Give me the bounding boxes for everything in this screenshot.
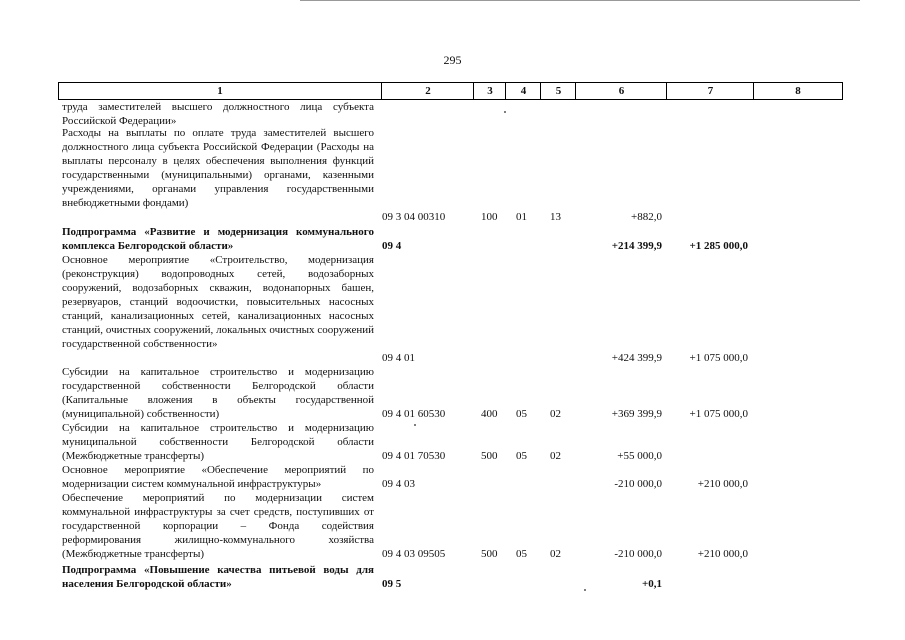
section-code: 05	[516, 450, 527, 462]
target-code: 09 4 01 60530	[382, 408, 446, 420]
section-code: 05	[516, 548, 527, 560]
section-code: 01	[516, 211, 527, 223]
row-description: Основное мероприятие «Обеспечение мероприятий по модернизации систем коммунальной инфраструктуры»	[62, 464, 374, 490]
target-code: 09 3 04 00310	[382, 211, 446, 223]
amount-col-7: +210 000,0	[697, 478, 748, 490]
target-code: 09 4 03 09505	[382, 548, 446, 560]
expense-type: 100	[481, 211, 498, 223]
row-description: Субсидии на капитальное строительство и модернизацию государственной собственности Белгородской области (Капитальные вложения в объекты государственной (муниципальной) собственности)	[62, 366, 374, 420]
amount-col-6: -210 000,0	[614, 548, 662, 560]
target-code: 09 4 01	[382, 352, 415, 364]
subsection-code: 02	[550, 450, 561, 462]
amount-col-7: +210 000,0	[697, 548, 748, 560]
amount-col-6: +214 399,9	[611, 240, 662, 252]
amount-col-6: +424 399,9	[611, 352, 662, 364]
amount-col-6: +369 399,9	[611, 408, 662, 420]
header-col-3: 3	[473, 83, 506, 99]
header-col-5: 5	[540, 83, 576, 99]
row-description: труда заместителей высшего должностного лица субъекта Российской Федерации»	[62, 101, 374, 127]
target-code: 09 4	[382, 240, 402, 252]
row-description: Основное мероприятие «Строительство, модернизация (реконструкция) водопроводных сетей, водозаборных сооружений, водозаборных скважин, водонапорных башен, резервуаров, станций водоочистки, повысительных насосных станций, канализационных сетей, канализационных насосных станций, очистных сооружений, локальных очистных сооружений государственной собственности»	[62, 254, 374, 350]
section-code: 05	[516, 408, 527, 420]
header-col-7: 7	[666, 83, 754, 99]
header-col-1: 1	[217, 85, 223, 97]
subsection-code: 13	[550, 211, 561, 223]
header-col-2: 2	[381, 83, 474, 99]
subsection-code: 02	[550, 408, 561, 420]
row-description: Расходы на выплаты по оплате труда заместителей высшего должностного лица субъекта Российской Федерации (Расходы на выплаты персоналу в целях обеспечения выполнения функций государственными (муниципальными) органами, казенными учреждениями, органами управления государственными внебюджетными фондами)	[62, 127, 374, 209]
expense-type: 500	[481, 548, 498, 560]
amount-col-6: +55 000,0	[617, 450, 662, 462]
table-header	[58, 82, 843, 100]
header-col-4: 4	[505, 83, 541, 99]
header-col-6: 6	[575, 83, 667, 99]
target-code: 09 4 01 70530	[382, 450, 446, 462]
row-description: Обеспечение мероприятий по модернизации систем коммунальной инфраструктуры за счет средств, поступивших от государственной корпорации – Фонда содействия реформирования жилищно-коммунального хозяйства (Межбюджетные трансферты)	[62, 492, 374, 560]
page-number: 295	[443, 53, 462, 67]
target-code: 09 5	[382, 578, 402, 590]
amount-col-6: +882,0	[631, 211, 662, 223]
scan-speck	[414, 424, 416, 426]
subsection-code: 02	[550, 548, 561, 560]
amount-col-6: -210 000,0	[614, 478, 662, 490]
target-code: 09 4 03	[382, 478, 415, 490]
scan-speck	[504, 111, 506, 113]
amount-col-6: +0,1	[641, 578, 662, 590]
amount-col-7: +1 075 000,0	[689, 408, 748, 420]
scan-edge-line	[300, 0, 860, 1]
row-description: Субсидии на капитальное строительство и модернизацию муниципальной собственности Белгородской области (Межбюджетные трансферты)	[62, 422, 374, 462]
expense-type: 500	[481, 450, 498, 462]
amount-col-7: +1 285 000,0	[689, 240, 748, 252]
amount-col-7: +1 075 000,0	[689, 352, 748, 364]
expense-type: 400	[481, 408, 498, 420]
row-description: Подпрограмма «Развитие и модернизация коммунального комплекса Белгородской области»	[62, 226, 374, 252]
header-col-8: 8	[753, 83, 842, 99]
scan-speck	[584, 589, 586, 591]
row-description: Подпрограмма «Повышение качества питьевой воды для населения Белгородской области»	[62, 564, 374, 590]
